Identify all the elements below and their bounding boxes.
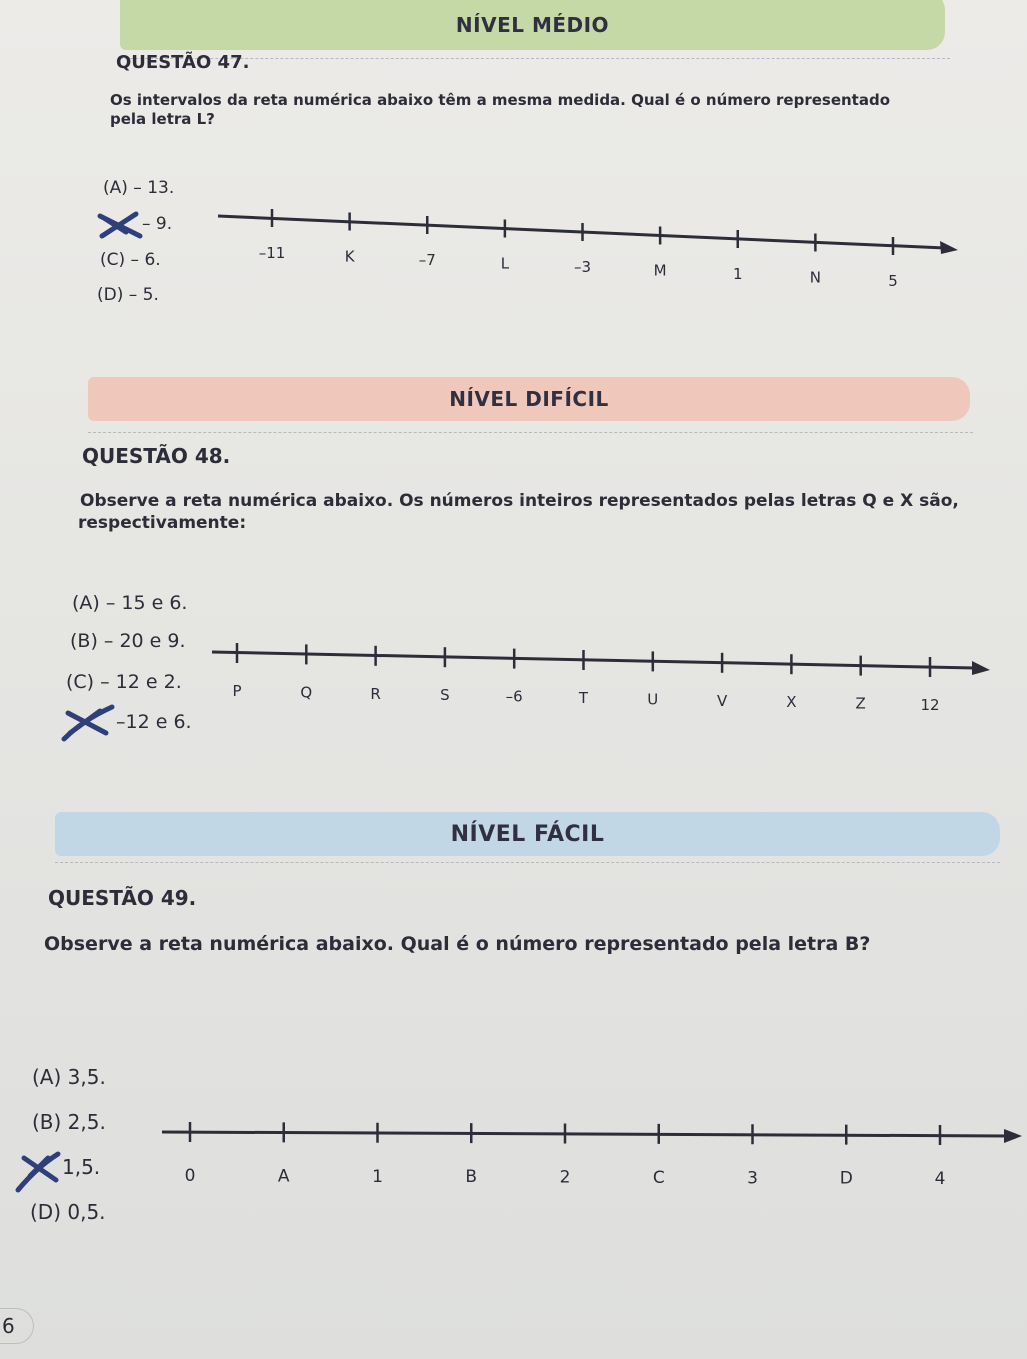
- level-title-facil: NÍVEL FÁCIL: [450, 821, 605, 847]
- q48-line-label: Z: [855, 694, 866, 713]
- q49-line-label: B: [465, 1167, 478, 1188]
- q48-line-label: P: [232, 682, 242, 700]
- q49-line-label: 0: [184, 1166, 196, 1186]
- q49-line-label: 4: [934, 1169, 946, 1189]
- q48-line-label: V: [716, 691, 728, 710]
- q49-line-label: C: [652, 1167, 665, 1188]
- level-title-medio: NÍVEL MÉDIO: [455, 13, 610, 37]
- q49-option-d: (D) 0,5.: [30, 1200, 106, 1224]
- q47-option-d: (D) – 5.: [97, 285, 159, 305]
- q47-line-label: –7: [418, 251, 436, 269]
- question-47-title: QUESTÃO 47.: [116, 52, 250, 73]
- q48-line-label: –6: [505, 687, 523, 706]
- q47-line-label: –3: [573, 258, 592, 276]
- page-number: 6: [0, 1308, 34, 1344]
- question-49-text: Observe a reta numérica abaixo. Qual é o número representado pela letra B?: [44, 933, 871, 955]
- q49-line-label: 3: [747, 1168, 758, 1189]
- q49-option-a: (A) 3,5.: [32, 1065, 106, 1089]
- question-47-text-line1: Os intervalos da reta numérica abaixo têm a mesma medida. Qual é o número representado: [110, 91, 891, 109]
- question-49-title: QUESTÃO 49.: [48, 886, 197, 910]
- q48-option-b: (B) – 20 e 9.: [70, 630, 186, 652]
- question-48-title: QUESTÃO 48.: [82, 444, 231, 468]
- q47-line-label: M: [653, 261, 667, 280]
- q47-line-label: 1: [732, 265, 743, 283]
- q48-line-label: Q: [300, 683, 313, 702]
- q48-line-label: R: [370, 684, 381, 703]
- q48-line-label: S: [440, 686, 450, 705]
- q47-line-label: –11: [258, 244, 286, 262]
- q48-line-label: T: [578, 689, 589, 707]
- question-48-text-line1: Observe a reta numérica abaixo. Os números inteiros representados pelas letras Q e X são,: [80, 491, 959, 511]
- q49-line-label: D: [839, 1168, 853, 1189]
- q48-line-label: X: [786, 693, 797, 712]
- q48-line-label: U: [647, 690, 659, 709]
- q48-line-label: 12: [920, 696, 940, 714]
- q49-option-b: (B) 2,5.: [32, 1110, 106, 1134]
- q47-option-b: – 9.: [142, 214, 173, 234]
- question-48-text-line2: respectivamente:: [78, 513, 247, 533]
- q49-option-c: 1,5.: [62, 1155, 101, 1179]
- q47-option-a: (A) – 13.: [103, 178, 175, 198]
- q47-line-label: N: [809, 268, 821, 287]
- q48-option-c: (C) – 12 e 2.: [66, 671, 182, 693]
- q47-line-label: L: [500, 254, 510, 273]
- q47-option-c: (C) – 6.: [100, 250, 161, 270]
- q49-line-label: 2: [559, 1167, 571, 1188]
- q47-line-label: K: [344, 247, 355, 266]
- q48-option-a: (A) – 15 e 6.: [72, 592, 188, 614]
- level-title-dificil: NÍVEL DIFÍCIL: [449, 387, 609, 411]
- q49-line-label: A: [277, 1166, 290, 1187]
- q49-line-label: 1: [372, 1166, 383, 1187]
- q48-option-d: –12 e 6.: [116, 711, 192, 733]
- q47-line-label: 5: [888, 272, 898, 290]
- question-47-text-line2: pela letra L?: [110, 110, 215, 128]
